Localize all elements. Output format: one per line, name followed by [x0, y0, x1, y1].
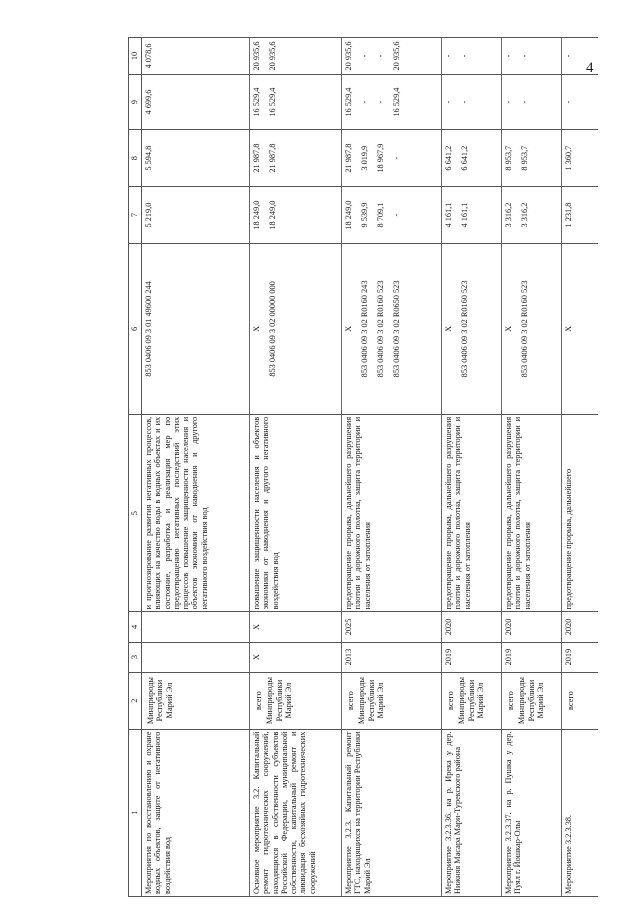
value: - [392, 213, 401, 217]
budget-code: 853 0406 09 3 02 R0160 523 [460, 280, 469, 378]
value-cell [250, 187, 342, 244]
value: 18 249,0 [268, 200, 277, 230]
value-cell [502, 130, 562, 187]
value: 6 641,2 [460, 145, 469, 171]
executor-cell [342, 672, 442, 729]
value: 18 249,0 [252, 200, 261, 230]
value-cell [442, 187, 502, 244]
value-cell [502, 187, 562, 244]
value-cell [142, 38, 250, 75]
value-cell [142, 187, 250, 244]
value-cell [562, 130, 598, 187]
budget-code-cell [142, 244, 250, 415]
value: - [564, 54, 573, 58]
start-year: 2013 [342, 642, 442, 672]
value: - [376, 54, 385, 58]
executor-cell [442, 672, 502, 729]
table-row [502, 38, 562, 897]
value-cell [250, 130, 342, 187]
executor-label: всего [446, 691, 455, 710]
budget-code: X [444, 325, 453, 332]
value: 16 529,4 [344, 87, 353, 117]
value: 1 231,8 [564, 202, 573, 228]
value-cell [250, 38, 342, 75]
end-year [142, 612, 250, 642]
value: 5 594,8 [144, 145, 153, 171]
expected-result: предотвращение прорыва, дальнейшего разрушения плотин и дорожного полотна, защита территории и населения от затопления [442, 414, 502, 612]
value: 4 078,6 [144, 43, 153, 69]
budget-code: 853 0406 09 3 02 R0160 243 [360, 280, 369, 378]
end-year: 2020 [562, 612, 598, 642]
column-header: 5 [129, 414, 142, 612]
executor-label: Минприроды Республики Марий Эл [457, 677, 485, 725]
table-row [342, 38, 442, 897]
column-header: 4 [129, 612, 142, 642]
value: 3 316,2 [520, 202, 529, 228]
value: - [360, 54, 369, 58]
value-cell [342, 74, 442, 129]
budget-code: 853 0406 09 3 02 R0160 523 [376, 280, 385, 378]
value-cell [442, 38, 502, 75]
start-year: 2019 [442, 642, 502, 672]
value: - [392, 156, 401, 160]
executor-label: Минприроды Республики Марий Эл [265, 677, 293, 725]
budget-code-cell [250, 244, 342, 415]
value: 16 529,4 [252, 87, 261, 117]
value: 18 249,0 [344, 200, 353, 230]
value-cell [342, 187, 442, 244]
value: 9 539,9 [360, 202, 369, 228]
value-cell [250, 74, 342, 129]
budget-code-cell [562, 244, 598, 415]
value: 6 641,2 [444, 145, 453, 171]
executor-label: всего [506, 691, 515, 710]
value: 20 935,6 [344, 41, 353, 71]
expected-result: предотвращение прорыва, дальнейшего разрушения плотин и дорожного полотна, защита территории и населения от затопления [342, 414, 442, 612]
column-header: 6 [129, 244, 142, 415]
value: 21 987,8 [344, 143, 353, 173]
value: 4 161,1 [460, 202, 469, 228]
executor-label: Минприроды Республики Марий Эл [357, 677, 385, 725]
activity-name: Мероприятие 3.2.3.36. на р. Ирека у дер. Нижняя Масара Мари-Турекского района [442, 729, 502, 896]
value: 16 529,4 [392, 87, 401, 117]
table-row [442, 38, 502, 897]
executor-cell [142, 672, 250, 729]
activity-name: Основное мероприятие 3.2. Капитальный ремонт гидротехнических сооружений, находящихся в собственности субъектов Российской Федерации, муниципальной собственности, капитальный ремонт и ликвидация бесхозяйных гидротехнических сооружений [250, 729, 342, 896]
budget-code: X [564, 325, 573, 332]
value: 20 935,6 [252, 41, 261, 71]
value-cell [502, 38, 562, 75]
value: - [444, 54, 453, 58]
budget-code: X [344, 325, 353, 332]
value: 21 987,8 [252, 143, 261, 173]
value: - [360, 100, 369, 104]
value: - [460, 100, 469, 104]
end-year: 2025 [342, 612, 442, 642]
activity-name: Мероприятие 3.2.3.37. на р. Пушка у дер. Пуял г. Йошкар-Олы [502, 729, 562, 896]
value: 21 987,8 [268, 143, 277, 173]
budget-code: 853 0406 09 3 02 R0650 523 [392, 280, 401, 378]
start-year: X [250, 642, 342, 672]
table-row [562, 38, 598, 897]
value: 8 953,7 [504, 145, 513, 171]
budget-code: X [504, 325, 513, 332]
budget-code: 853 0406 09 3 02 R0160 523 [520, 280, 529, 378]
budget-code: 853 0406 09 3 01 49600 244 [144, 281, 153, 377]
executor-label: Минприроды Республики Марий Эл [517, 677, 545, 725]
value: - [376, 100, 385, 104]
executor-cell [250, 672, 342, 729]
value-cell [442, 74, 502, 129]
value: 18 967,9 [376, 143, 385, 173]
value: 4 699,6 [144, 89, 153, 115]
budget-code-cell [342, 244, 442, 415]
column-header: 9 [129, 74, 142, 129]
activity-name: Мероприятие 3.2.3. Капитальный ремонт ГТС, находящихся на территории Республики Марий Эл [342, 729, 442, 896]
column-header: 2 [129, 672, 142, 729]
value: - [504, 54, 513, 58]
executor-label: всего [346, 691, 355, 710]
header-row [129, 38, 142, 897]
budget-code-cell [442, 244, 502, 415]
value: 20 935,6 [268, 41, 277, 71]
value: - [520, 54, 529, 58]
value: - [504, 100, 513, 104]
value-cell [562, 38, 598, 75]
value-cell [502, 74, 562, 129]
value: 8 709,1 [376, 202, 385, 228]
value: - [564, 100, 573, 104]
budget-code: 853 0406 09 3 02 00000 000 [268, 281, 277, 377]
value-cell [442, 130, 502, 187]
expected-result: и прогнозирование развития негативных процессов, влияющих на качество воды в водных объектах и их состояние, разработка и реализация мер по предотвращению негативных последствий этих процессов повышение защищенности населения и объектов экономики от наводнения и другого негативного воздействия вод [142, 414, 250, 612]
expected-result: предотвращение прорыва, дальнейшего разрушения плотин и дорожного полотна, защита территории и населения от затопления [502, 414, 562, 612]
value-cell [562, 187, 598, 244]
table-row [142, 38, 250, 897]
start-year: 2019 [502, 642, 562, 672]
end-year: 2020 [502, 612, 562, 642]
column-header: 1 [129, 729, 142, 896]
value-cell [142, 74, 250, 129]
value: - [444, 100, 453, 104]
budget-code: X [252, 325, 261, 332]
column-header: 7 [129, 187, 142, 244]
value: 16 529,4 [268, 87, 277, 117]
value: - [520, 100, 529, 104]
value-cell [562, 74, 598, 129]
start-year [142, 642, 250, 672]
value: 5 219,0 [144, 202, 153, 228]
page-number: 4 [586, 60, 594, 76]
expected-result: повышение защищенности населения и объектов экономики от наводнения и другого негативного воздействия вод [250, 414, 342, 612]
end-year: X [250, 612, 342, 642]
rotated-table-container [128, 37, 618, 897]
value: - [460, 54, 469, 58]
value: 3 316,2 [504, 202, 513, 228]
value: 8 953,7 [520, 145, 529, 171]
value-cell [142, 130, 250, 187]
column-header: 10 [129, 38, 142, 75]
activity-name: Мероприятия по восстановлению и охране водных объектов, защите от негативного воздействия вод [142, 729, 250, 896]
table-row [250, 38, 342, 897]
activity-name: Мероприятие 3.2.3.38. [562, 729, 598, 896]
value: 4 161,1 [444, 202, 453, 228]
budget-table [128, 37, 598, 897]
value: 20 935,6 [392, 41, 401, 71]
column-header: 3 [129, 642, 142, 672]
executor-cell [562, 672, 598, 729]
budget-code-cell [502, 244, 562, 415]
value-cell [342, 130, 442, 187]
value-cell [342, 38, 442, 75]
end-year: 2020 [442, 612, 502, 642]
executor-cell [502, 672, 562, 729]
column-header: 8 [129, 130, 142, 187]
executor-label: всего [566, 691, 575, 710]
value: 1 360,7 [564, 145, 573, 171]
executor-label: всего [254, 691, 263, 710]
value: 3 019,9 [360, 145, 369, 171]
expected-result: предотвращение прорыва, дальнейшего [562, 414, 598, 612]
start-year: 2019 [562, 642, 598, 672]
executor-label: Минприроды Республики Марий Эл [146, 677, 174, 725]
